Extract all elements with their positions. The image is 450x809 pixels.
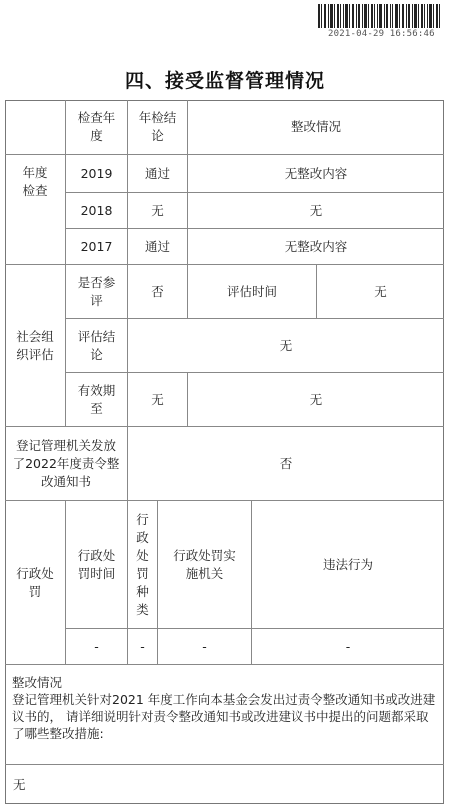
- violation: -: [345, 638, 351, 654]
- col-inspection-year: 检查年度: [77, 110, 116, 143]
- penalty-type: -: [140, 638, 145, 654]
- col-penalty-type: 行政处罚种类: [136, 511, 149, 617]
- penalty-label: 行政处罚: [16, 565, 54, 599]
- inspection-rectify: 无整改内容: [284, 165, 348, 181]
- col-penalty-agency: 行政处罚实施机关: [173, 547, 236, 581]
- penalty-agency: -: [202, 638, 207, 654]
- col-inspection-result: 年检结论: [138, 110, 177, 143]
- notice-label: 登记管理机关发放了2022年度责令整改通知书: [12, 437, 120, 489]
- print-timestamp: 2021-04-29 16:56:46: [328, 29, 435, 39]
- inspection-rectify: 无整改内容: [284, 238, 348, 254]
- inspection-result: 无: [151, 202, 164, 218]
- page-title: 四、接受监督管理情况: [124, 70, 325, 92]
- col-penalty-time: 行政处罚时间: [77, 547, 116, 581]
- rectification-answer: 无: [13, 776, 26, 792]
- notice-value: 否: [279, 455, 293, 471]
- conclusion-value: 无: [279, 337, 293, 353]
- participate-value: 否: [151, 283, 164, 299]
- inspection-rectify: 无: [309, 202, 323, 218]
- conclusion-label: 评估结论: [77, 328, 116, 362]
- rectification-text: 登记管理机关针对2021 年度工作向本基金会发出过责令整改通知书或改进建议书的， 请详细说明针对责令整改通知书或改进建议书中提出的问题都采取了哪些整改措施:: [12, 692, 436, 741]
- valid-until-value: 无: [151, 391, 164, 407]
- penalty-time: -: [94, 638, 99, 654]
- participate-label: 是否参评: [77, 274, 116, 308]
- inspection-result: 通过: [144, 165, 170, 181]
- divider: [5, 664, 444, 665]
- inspection-year: 2019: [80, 165, 113, 181]
- col-violation: 违法行为: [322, 556, 373, 572]
- col-rectify: 整改情况: [290, 119, 341, 134]
- valid-until-value-2: 无: [309, 391, 323, 407]
- rectification-section: [12, 674, 437, 742]
- annual-inspection-label: 年度检查: [22, 165, 48, 198]
- eval-time-label: 评估时间: [226, 283, 277, 299]
- inspection-year: 2018: [80, 202, 113, 218]
- barcode-icon: [318, 4, 440, 28]
- rectification-heading: 整改情况: [12, 675, 63, 690]
- inspection-result: 通过: [144, 238, 170, 254]
- social-eval-label: 社会组织评估: [16, 328, 54, 362]
- inspection-year: 2017: [80, 238, 113, 254]
- valid-until-label: 有效期至: [77, 382, 116, 416]
- eval-time-value: 无: [374, 283, 387, 299]
